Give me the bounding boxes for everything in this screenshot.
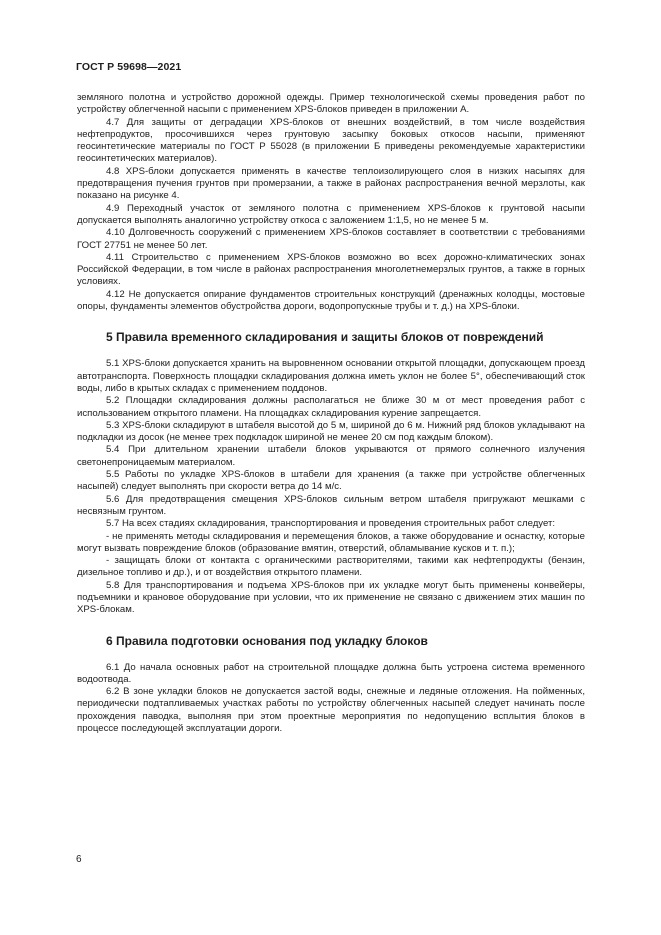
paragraph-5-6: 5.6 Для предотвращения смещения XPS-блоков сильным ветром штабеля пригружают мешками с несвязным грунтом. bbox=[77, 493, 585, 517]
intro-paragraph: земляного полотна и устройство дорожной одежды. Пример технологической схемы проведения работ по устройству облегченной насыпи с применением XPS-блоков приведен в приложении А. bbox=[77, 92, 585, 116]
paragraph-5-4: 5.4 При длительном хранении штабели блоков укрываются от прямого солнечного излучения светонепроницаемым материалом. bbox=[77, 444, 585, 468]
paragraph-4-9: 4.9 Переходный участок от земляного полотна с применением XPS-блоков к грунтовой насыпи допускается выполнять аналогично устройству откоса с заложением 1:1,5, но не менее 5 м. bbox=[77, 202, 585, 226]
section-6-heading: 6 Правила подготовки основания под укладку блоков bbox=[106, 633, 428, 648]
paragraph-6-1: 6.1 До начала основных работ на строительной площадке должна быть устроена система временного водоотвода. bbox=[77, 661, 585, 685]
document-body bbox=[77, 92, 585, 735]
paragraph-6-2: 6.2 В зоне укладки блоков не допускается застой воды, снежные и ледяные отложения. На пойменных, периодически подтапливаемых участках работы по устройству облегченных насыпей следует начинать после прохождения паводка, выполняя при этом проектные мероприятия по недопущению всплытия блоков в процессе последующей эксплуатации дороги. bbox=[77, 686, 585, 735]
paragraph-5-7: 5.7 На всех стадиях складирования, транспортирования и проведения строительных работ следует: bbox=[106, 518, 556, 530]
paragraph-4-8: 4.8 XPS-блоки допускается применять в качестве теплоизолирующего слоя в низких насыпях для предотвращения пучения грунтов при промерзании, а также в районах распространения вечной мерзлоты, как показано на рисунке 4. bbox=[77, 165, 585, 202]
paragraph-4-12: 4.12 Не допускается опирание фундаментов строительных конструкций (дренажных колодцы, мостовые опоры, фундаменты элементов обустройства дороги, водопропускные трубы и т. д.) на XPS-блоки. bbox=[77, 288, 585, 313]
paragraph-4-11: 4.11 Строительство с применением XPS-блоков возможно во всех дорожно-климатических зонах Российской Федерации, в том числе в районах распространения многолетнемерзлых грунтов, а также в горных условиях. bbox=[77, 251, 585, 288]
paragraph-5-3: 5.3 XPS-блоки складируют в штабеля высотой до 5 м, шириной до 6 м. Нижний ряд блоков укладывают на подкладки из досок (не менее трех подкладок шириной не менее 20 см под каждым блоком). bbox=[77, 419, 585, 444]
paragraph-4-7: 4.7 Для защиты от деградации XPS-блоков от внешних воздействий, в том числе воздействия нефтепродуктов, просочившихся через грунтовую засыпку боковых откосов насыпи, применяют геосинтетические материалы по ГОСТ Р 55028 (в приложении Б приведены рекомендуемые характеристики геосинтетических материалов). bbox=[77, 116, 585, 165]
document-header: ГОСТ Р 59698—2021 bbox=[76, 61, 182, 73]
paragraph-5-5: 5.5 Работы по укладке XPS-блоков в штабели для хранения (а также при устройстве облегченных насыпей) следует выполнять при скорости ветра до 14 м/с. bbox=[77, 469, 585, 493]
paragraph-5-8: 5.8 Для транспортирования и подъема XPS-блоков при их укладке могут быть применены конвейеры, подъемники и крановое оборудование при условии, что их применение не связано с движением этих машин по XPS-блокам. bbox=[77, 579, 585, 616]
paragraph-5-2: 5.2 Площадки складирования должны располагаться не ближе 30 м от мест проведения работ с использованием открытого пламени. На площадках складирования курение запрещается. bbox=[77, 395, 585, 419]
paragraph-5-1: 5.1 XPS-блоки допускается хранить на выровненном основании открытой площадки, допускающем проезд автотранспорта. Поверхность площадки складирования должна иметь уклон не более 5°, обеспечивающий сток воды, либо в крытых складах с применением поддонов. bbox=[77, 358, 585, 394]
list-item-5-7-a: - не применять методы складирования и перемещения блоков, а также оборудование и оснастку, которые могут вызвать повреждение блоков (образование вмятин, отверстий, обламывание кусков и т. п.); bbox=[77, 530, 585, 554]
section-5-heading: 5 Правила временного складирования и защиты блоков от повреждений bbox=[106, 330, 544, 345]
list-item-5-7-b: - защищать блоки от контакта с органическими растворителями, такими как нефтепродукты (бензин, дизельное топливо и др.), и от воздействия открытого пламени. bbox=[77, 555, 585, 579]
page-number: 6 bbox=[76, 854, 82, 865]
paragraph-4-10: 4.10 Долговечность сооружений с применением XPS-блоков составляет в соответствии с требованиями ГОСТ 27751 не менее 50 лет. bbox=[77, 227, 585, 251]
